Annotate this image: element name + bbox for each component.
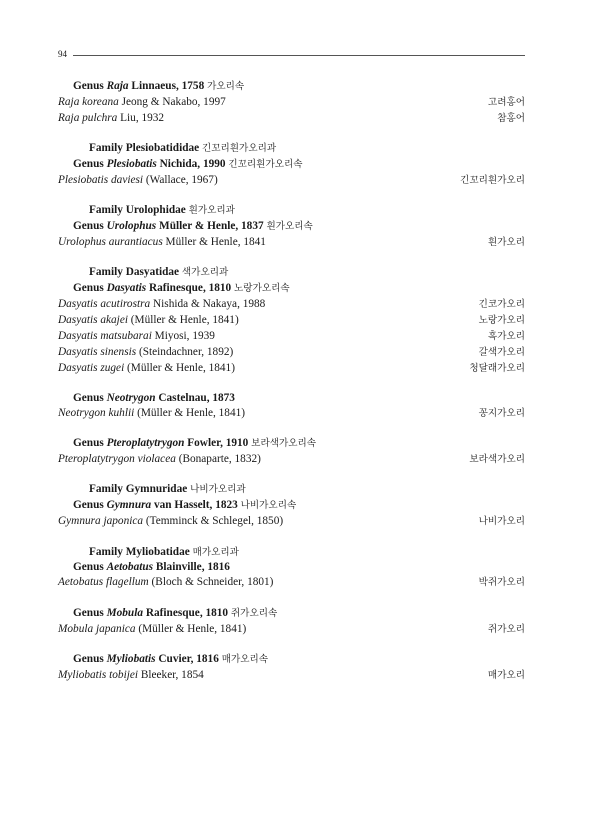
species-korean-name: 쥐가오리	[487, 623, 525, 635]
species-entry	[58, 173, 218, 188]
genus-heading-text	[73, 219, 313, 235]
genus-korean-name: 흰가오리속	[266, 221, 313, 233]
species-name: Mobula japanica	[58, 622, 136, 635]
genus-author: Fowler, 1910	[187, 437, 249, 450]
family-heading-text	[89, 265, 228, 281]
species-author: (Temminck & Schlegel, 1850)	[145, 515, 284, 528]
species-entry	[58, 514, 283, 529]
family-korean-name: 매가오리과	[192, 546, 239, 558]
taxon-block	[58, 545, 525, 592]
species-name: Dasyatis akajei	[58, 314, 128, 327]
species-entry	[58, 329, 215, 344]
genus-heading	[58, 219, 525, 235]
taxonomy-list	[58, 79, 525, 698]
species-row	[58, 668, 525, 684]
family-prefix: Family	[89, 545, 123, 558]
species-author: (Müller & Henle, 1841)	[130, 314, 239, 327]
species-row	[58, 95, 525, 111]
genus-heading-text	[73, 391, 235, 406]
species-row	[58, 297, 525, 313]
genus-korean-name: 매가오리속	[221, 653, 269, 665]
species-row	[58, 622, 525, 638]
taxon-block	[58, 265, 525, 376]
genus-prefix: Genus	[73, 652, 104, 665]
genus-heading	[58, 652, 525, 668]
genus-heading-text	[73, 436, 316, 452]
family-korean-name: 흰가오리과	[188, 205, 235, 217]
species-row	[58, 111, 525, 127]
genus-korean-name: 보라색가오리속	[251, 438, 317, 450]
family-heading-text	[89, 482, 246, 498]
species-author: (Müller & Henle, 1841)	[137, 406, 245, 419]
family-heading	[58, 141, 525, 157]
genus-name: Plesiobatis	[106, 158, 157, 171]
genus-prefix: Genus	[73, 80, 104, 92]
genus-author: Blainville, 1816	[155, 561, 230, 574]
genus-author: Müller & Henle, 1837	[159, 220, 264, 233]
family-heading	[58, 203, 525, 219]
species-korean-name: 나비가오리	[478, 516, 525, 528]
genus-korean-name: 긴꼬리흰가오리속	[228, 159, 303, 171]
genus-prefix: Genus	[73, 606, 104, 619]
genus-author: Castelnau, 1873	[158, 392, 235, 405]
family-prefix: Family	[89, 142, 123, 155]
species-korean-name: 갈색가오리	[478, 346, 525, 358]
species-row	[58, 452, 525, 468]
species-author: (Müller & Henle, 1841)	[138, 622, 247, 635]
genus-name: Dasyatis	[106, 282, 147, 295]
genus-author: Rafinesque, 1810	[148, 282, 232, 295]
species-name: Dasyatis sinensis	[58, 345, 137, 358]
genus-author: Cuvier, 1816	[158, 652, 219, 665]
genus-heading-text	[73, 281, 290, 297]
family-name: Dasyatidae	[125, 266, 180, 279]
taxon-block	[58, 391, 525, 422]
species-entry	[58, 361, 235, 376]
family-heading-text	[89, 203, 235, 219]
family-korean-name: 나비가오리과	[190, 484, 246, 496]
taxon-block	[58, 606, 525, 638]
species-name: Neotrygon kuhlii	[58, 406, 135, 419]
genus-heading-text	[73, 157, 303, 173]
genus-heading-text	[73, 606, 277, 622]
genus-author: van Hasselt, 1823	[154, 499, 238, 512]
species-entry	[58, 95, 226, 110]
species-author: (Steindachner, 1892)	[138, 345, 234, 358]
species-entry	[58, 668, 204, 683]
genus-heading	[58, 157, 525, 173]
genus-heading	[58, 498, 525, 514]
family-prefix: Family	[89, 483, 123, 496]
species-korean-name: 꽁지가오리	[478, 407, 525, 419]
species-author: Miyosi, 1939	[154, 329, 215, 342]
genus-name: Myliobatis	[106, 652, 156, 665]
genus-heading-text	[73, 560, 230, 575]
genus-author: Nichida, 1990	[159, 158, 226, 171]
genus-korean-name: 나비가오리속	[240, 500, 297, 512]
genus-prefix: Genus	[73, 158, 104, 171]
species-entry	[58, 235, 266, 250]
species-korean-name: 흑가오리	[487, 330, 525, 342]
species-korean-name: 참홍어	[497, 112, 525, 124]
species-name: Raja koreana	[58, 95, 119, 108]
genus-korean-name: 가오리속	[207, 81, 245, 92]
species-row	[58, 235, 525, 251]
species-author: (Bloch & Schneider, 1801)	[151, 576, 274, 589]
genus-heading	[58, 79, 525, 95]
species-author: (Bonaparte, 1832)	[178, 453, 261, 466]
species-name: Dasyatis matsubarai	[58, 329, 152, 342]
family-korean-name: 긴꼬리흰가오리과	[201, 143, 277, 155]
family-prefix: Family	[89, 266, 123, 279]
genus-prefix: Genus	[73, 561, 104, 574]
species-author: (Müller & Henle, 1841)	[127, 361, 235, 374]
genus-prefix: Genus	[73, 282, 104, 295]
species-row	[58, 575, 525, 591]
species-entry	[58, 452, 261, 467]
taxon-block	[58, 436, 525, 468]
species-row	[58, 514, 525, 530]
genus-prefix: Genus	[73, 392, 104, 405]
taxon-block	[58, 79, 525, 127]
family-heading-text	[89, 141, 276, 157]
family-heading-text	[89, 545, 239, 561]
genus-heading-text	[73, 498, 296, 514]
genus-prefix: Genus	[73, 437, 104, 450]
family-heading	[58, 545, 525, 561]
genus-name: Mobula	[106, 606, 144, 619]
genus-heading-text	[73, 79, 244, 95]
header-rule	[73, 55, 525, 56]
family-heading	[58, 265, 525, 281]
page-number: 94	[58, 49, 67, 59]
genus-heading	[58, 560, 525, 575]
species-row	[58, 173, 525, 189]
taxon-block	[58, 482, 525, 530]
genus-author: Linnaeus, 1758	[131, 80, 205, 92]
species-korean-name: 보라색가오리	[469, 454, 525, 466]
genus-name: Pteroplatytrygon	[106, 437, 185, 450]
species-author: Müller & Henle, 1841	[165, 236, 266, 249]
species-name: Gymnura japonica	[58, 515, 144, 528]
species-name: Plesiobatis daviesi	[58, 173, 144, 186]
family-name: Myliobatidae	[125, 545, 190, 558]
genus-name: Gymnura	[106, 499, 152, 512]
species-korean-name: 매가오리	[487, 669, 525, 681]
family-prefix: Family	[89, 204, 123, 217]
species-korean-name: 긴꼬리흰가오리	[460, 174, 525, 186]
species-entry	[58, 406, 245, 421]
family-korean-name: 색가오리과	[181, 267, 229, 279]
species-row	[58, 361, 525, 377]
species-author: Nishida & Nakaya, 1988	[153, 298, 266, 311]
species-entry	[58, 575, 273, 590]
genus-heading	[58, 391, 525, 406]
species-author: Bleeker, 1854	[140, 668, 204, 681]
species-korean-name: 박쥐가오리	[478, 577, 525, 589]
genus-heading	[58, 281, 525, 297]
species-name: Raja pulchra	[58, 111, 118, 124]
species-entry	[58, 313, 239, 328]
species-row	[58, 345, 525, 361]
species-author: Liu, 1932	[120, 111, 165, 124]
genus-heading-text	[73, 652, 268, 668]
species-name: Aetobatus flagellum	[58, 576, 149, 589]
species-name: Dasyatis zugei	[58, 361, 125, 374]
species-name: Urolophus aurantiacus	[58, 236, 163, 249]
genus-heading	[58, 606, 525, 622]
species-korean-name: 고려홍어	[487, 96, 525, 108]
genus-author: Rafinesque, 1810	[145, 606, 229, 619]
species-name: Pteroplatytrygon violacea	[58, 453, 176, 466]
species-korean-name: 청달래가오리	[469, 362, 525, 374]
species-korean-name: 흰가오리	[487, 237, 525, 249]
taxon-block	[58, 203, 525, 251]
family-heading	[58, 482, 525, 498]
genus-korean-name: 쥐가오리속	[230, 607, 278, 619]
genus-prefix: Genus	[73, 499, 104, 512]
family-name: Urolophidae	[125, 204, 186, 217]
species-korean-name: 노랑가오리	[478, 315, 525, 327]
genus-name: Urolophus	[106, 220, 157, 233]
species-entry	[58, 622, 246, 637]
species-name: Dasyatis acutirostra	[58, 298, 151, 311]
species-row	[58, 313, 525, 329]
species-author: Jeong & Nakabo, 1997	[121, 95, 226, 108]
genus-korean-name: 노랑가오리속	[234, 283, 290, 295]
genus-prefix: Genus	[73, 220, 104, 233]
species-entry	[58, 297, 265, 312]
species-entry	[58, 111, 164, 126]
genus-name: Neotrygon	[106, 392, 156, 405]
genus-name: Aetobatus	[106, 561, 154, 574]
taxon-block	[58, 652, 525, 684]
taxon-block	[58, 141, 525, 189]
family-name: Plesiobatididae	[125, 142, 200, 155]
species-row	[58, 329, 525, 345]
species-entry	[58, 345, 233, 360]
species-author: (Wallace, 1967)	[145, 173, 218, 186]
species-name: Myliobatis tobijei	[58, 668, 139, 681]
family-name: Gymnuridae	[125, 483, 188, 496]
genus-name: Raja	[106, 80, 129, 92]
genus-heading	[58, 436, 525, 452]
species-korean-name: 긴코가오리	[478, 299, 525, 311]
species-row	[58, 406, 525, 422]
